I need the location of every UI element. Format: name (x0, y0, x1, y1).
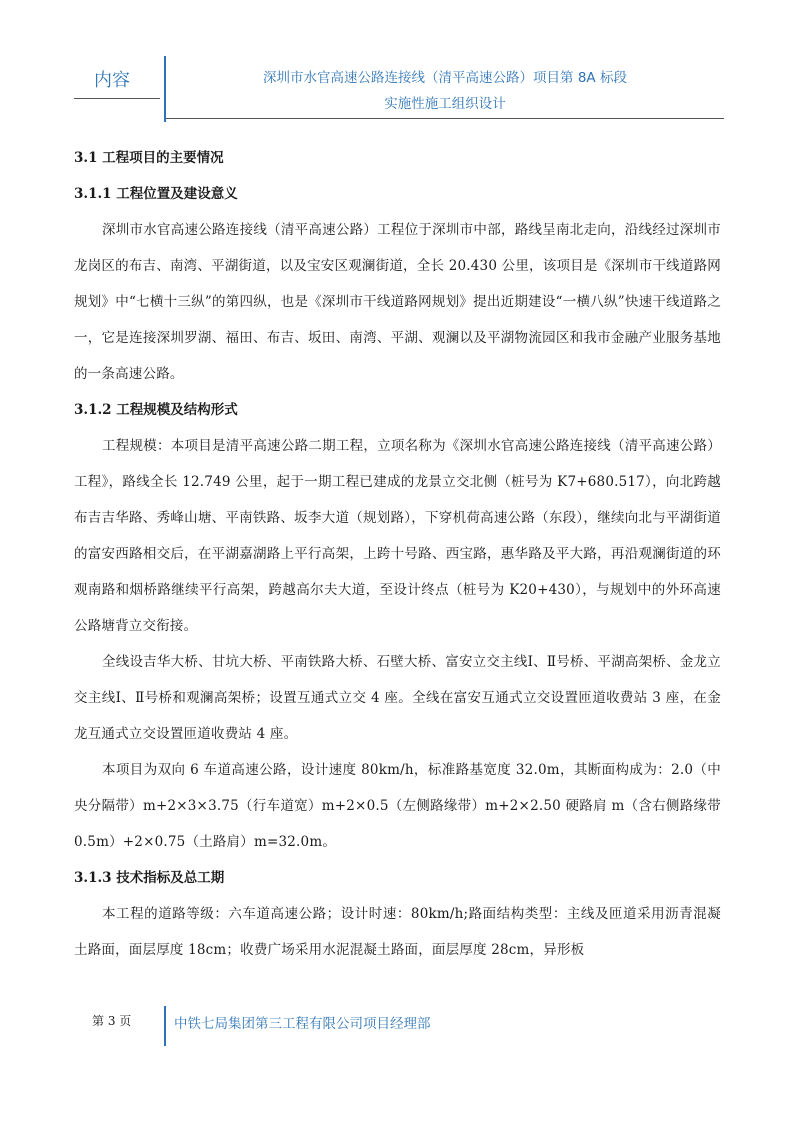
section-3-1-3-paragraph: 本工程的道路等级：六车道高速公路；设计时速：80km/h;路面结构类型：主线及匝道采用沥青混凝土路面，面层厚度 18cm；收费广场采用水泥混凝土路面，面层厚度 28cm，异形板 (74, 906, 721, 958)
header-left-label: 内容 (94, 70, 130, 91)
document-body (74, 140, 721, 968)
section-3-1-1-heading: 3.1.1 工程位置及建设意义 (74, 186, 238, 202)
header-left-box (74, 56, 160, 99)
page-number: 第 3 页 (92, 1014, 132, 1028)
section-3-1-2-paragraph-3: 本项目为双向 6 车道高速公路，设计速度 80km/h，标准路基宽度 32.0m，其断面构成为：2.0（中央分隔带）m+2×3×3.75（行车道宽）m+2×0.5（左侧路缘带）m+2×2.50 硬路肩 m（含右侧路缘带 0.5m）+2×0.75（土路肩）m=32.0m。 (74, 762, 721, 850)
section-3-1-2-paragraph-1: 工程规模：本项目是清平高速公路二期工程，立项名称为《深圳水官高速公路连接线（清平高速公路）工程》，路线全长 12.749 公里，起于一期工程已建成的龙景立交北侧（桩号为 K7+680.517），向北跨越布吉吉华路、秀峰山塘、平南铁路、坂李大道（规划路），下穿机荷高速公路（东段），继续向北与平湖街道的富安西路相交后，在平湖嘉湖路上平行高架，上跨十号路、西宝路，惠华路及平大路，再沿观澜街道的环观南路和烟桥路继续平行高架，跨越高尔夫大道，至设计终点（桩号为 K20+430），与规划中的外环高速公路塘背立交衔接。 (74, 438, 721, 634)
section-3-1-2-heading: 3.1.2 工程规模及结构形式 (74, 402, 238, 418)
section-3-1-heading: 3.1 工程项目的主要情况 (74, 150, 224, 166)
header-title-line2: 实施性施工组织设计 (384, 96, 506, 112)
section-3-1-1-paragraph: 深圳市水官高速公路连接线（清平高速公路）工程位于深圳市中部，路线呈南北走向，沿线经过深圳市龙岗区的布吉、南湾、平湖街道，以及宝安区观澜街道，全长 20.430 公里，该项目是《深圳市干线道路网规划》中“七横十三纵”的第四纵，也是《深圳市干线道路网规划》提出近期建设“一横八纵”快速干线道路之一，它是连接深圳罗湖、福田、布吉、坂田、南湾、平湖、观澜以及平湖物流园区和我市金融产业服务基地的一条高速公路。 (74, 222, 721, 382)
section-3-1-2-paragraph-2: 全线设吉华大桥、甘坑大桥、平南铁路大桥、石壁大桥、富安立交主线Ⅰ、Ⅱ号桥、平湖高架桥、金龙立交主线Ⅰ、Ⅱ号桥和观澜高架桥；设置互通式立交 4 座。全线在富安互通式立交设置匝道收费站 3 座，在金龙互通式立交设置匝道收费站 4 座。 (74, 654, 721, 742)
footer-company: 中铁七局集团第三工程有限公司项目经理部 (174, 1016, 431, 1032)
header-title-line1: 深圳市水官高速公路连接线（清平高速公路）项目第 8A 标段 (263, 70, 627, 86)
header-title-box (166, 56, 724, 119)
footer-divider (164, 1006, 166, 1046)
section-3-1-3-heading: 3.1.3 技术指标及总工期 (74, 870, 225, 886)
